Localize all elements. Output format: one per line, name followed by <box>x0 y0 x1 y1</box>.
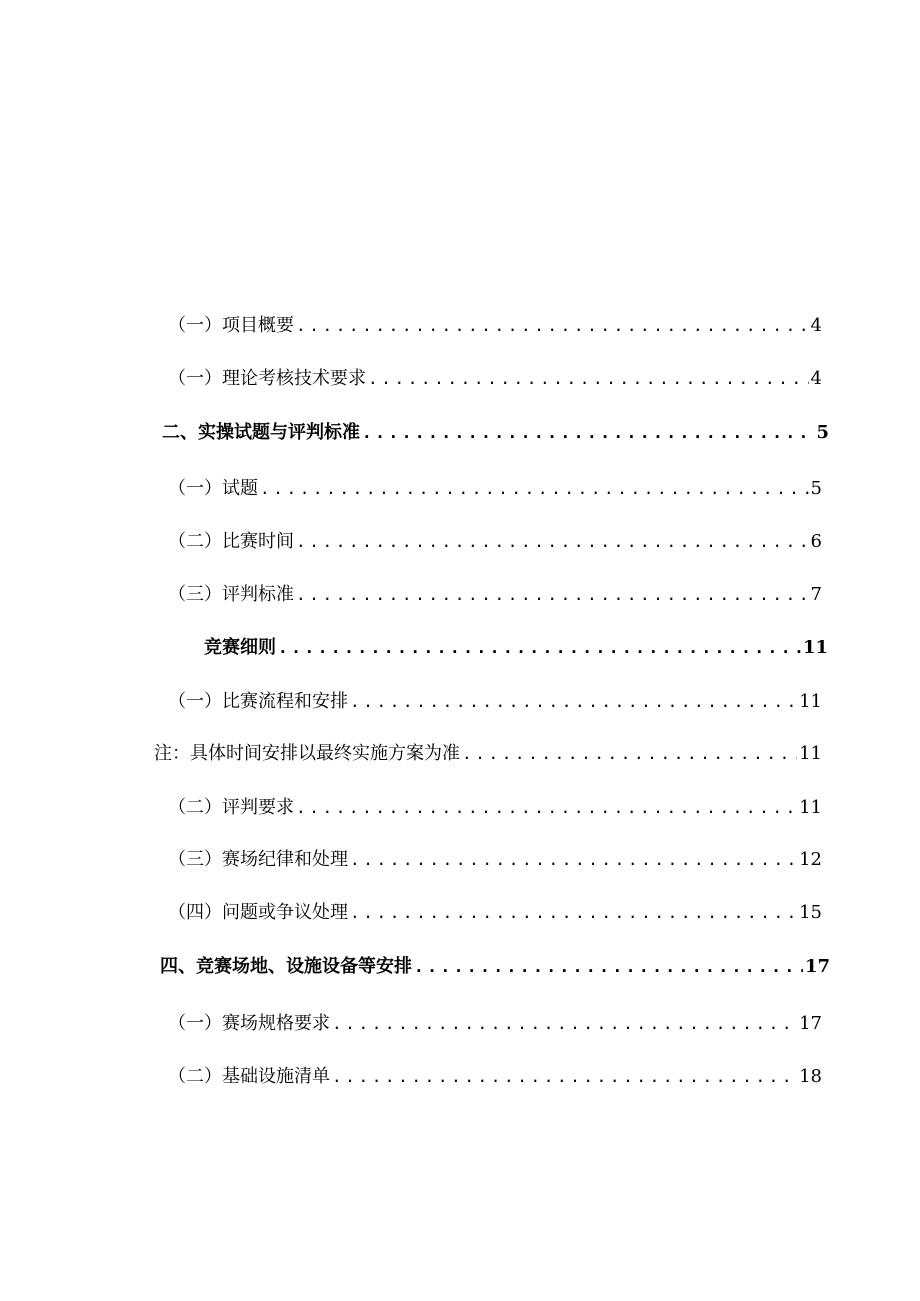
toc-entry-page: 12 <box>799 849 822 870</box>
dot-leader <box>296 583 809 607</box>
toc-entry[interactable] <box>168 901 822 925</box>
toc-entry-label: 四、竞赛场地、设施设备等安排 <box>160 956 412 977</box>
toc-entry-label: （三）评判标准 <box>168 584 294 605</box>
toc-entry-label: （四）问题或争议处理 <box>168 902 348 923</box>
dot-leader <box>278 636 801 660</box>
toc-entry-page: 7 <box>810 584 822 605</box>
dot-leader <box>362 421 814 445</box>
toc-entry-label: （一）理论考核技术要求 <box>168 368 366 389</box>
toc-entry-label: 竞赛细则 <box>204 637 276 658</box>
toc-entry-page: 17 <box>804 956 830 977</box>
toc-entry[interactable] <box>168 796 822 820</box>
dot-leader <box>462 742 797 766</box>
toc-entry-label: 注：具体时间安排以最终实施方案为准 <box>154 743 460 764</box>
toc-entry-page: 11 <box>799 797 822 818</box>
toc-entry[interactable] <box>168 1065 822 1089</box>
toc-entry-page: 5 <box>810 478 822 499</box>
toc-section-heading[interactable] <box>204 636 828 660</box>
toc-entry-label: （二）评判要求 <box>168 797 294 818</box>
dot-leader <box>350 690 797 714</box>
toc-entry-page: 18 <box>799 1066 822 1087</box>
toc-entry-page: 11 <box>799 743 822 764</box>
toc-entry-label: （一）赛场规格要求 <box>168 1013 330 1034</box>
dot-leader <box>368 367 809 391</box>
dot-leader <box>296 796 797 820</box>
toc-entry-page: 17 <box>799 1013 822 1034</box>
toc-entry-page: 6 <box>810 531 822 552</box>
toc-entry-label: （二）基础设施清单 <box>168 1066 330 1087</box>
toc-entry-label: （一）比赛流程和安排 <box>168 691 348 712</box>
toc-entry[interactable] <box>168 530 822 554</box>
toc-entry[interactable] <box>168 477 822 501</box>
toc-entry[interactable] <box>168 583 822 607</box>
toc-entry-label: （二）比赛时间 <box>168 531 294 552</box>
toc-entry-page: 11 <box>799 691 822 712</box>
toc-entry[interactable] <box>168 314 822 338</box>
toc-entry[interactable] <box>154 742 822 766</box>
dot-leader <box>260 477 809 501</box>
toc-entry-label: （三）赛场纪律和处理 <box>168 849 348 870</box>
dot-leader <box>414 955 803 979</box>
toc-section-heading[interactable] <box>160 955 830 979</box>
toc-entry[interactable] <box>168 690 822 714</box>
toc-entry-label: （一）项目概要 <box>168 315 294 336</box>
toc-entry-page: 4 <box>810 315 822 336</box>
toc-entry-page: 11 <box>802 637 828 658</box>
dot-leader <box>296 530 809 554</box>
toc-entry[interactable] <box>168 1012 822 1036</box>
toc-entry-page: 4 <box>810 368 822 389</box>
toc-entry-label: 二、实操试题与评判标准 <box>162 422 360 443</box>
toc-entry-page: 5 <box>816 422 829 443</box>
dot-leader <box>296 314 809 338</box>
dot-leader <box>350 901 797 925</box>
toc-entry[interactable] <box>168 848 822 872</box>
toc-entry[interactable] <box>168 367 822 391</box>
toc-section-heading[interactable] <box>162 421 829 445</box>
dot-leader <box>350 848 797 872</box>
dot-leader <box>332 1012 797 1036</box>
toc-entry-page: 15 <box>799 902 822 923</box>
dot-leader <box>332 1065 797 1089</box>
toc-entry-label: （一）试题 <box>168 478 258 499</box>
